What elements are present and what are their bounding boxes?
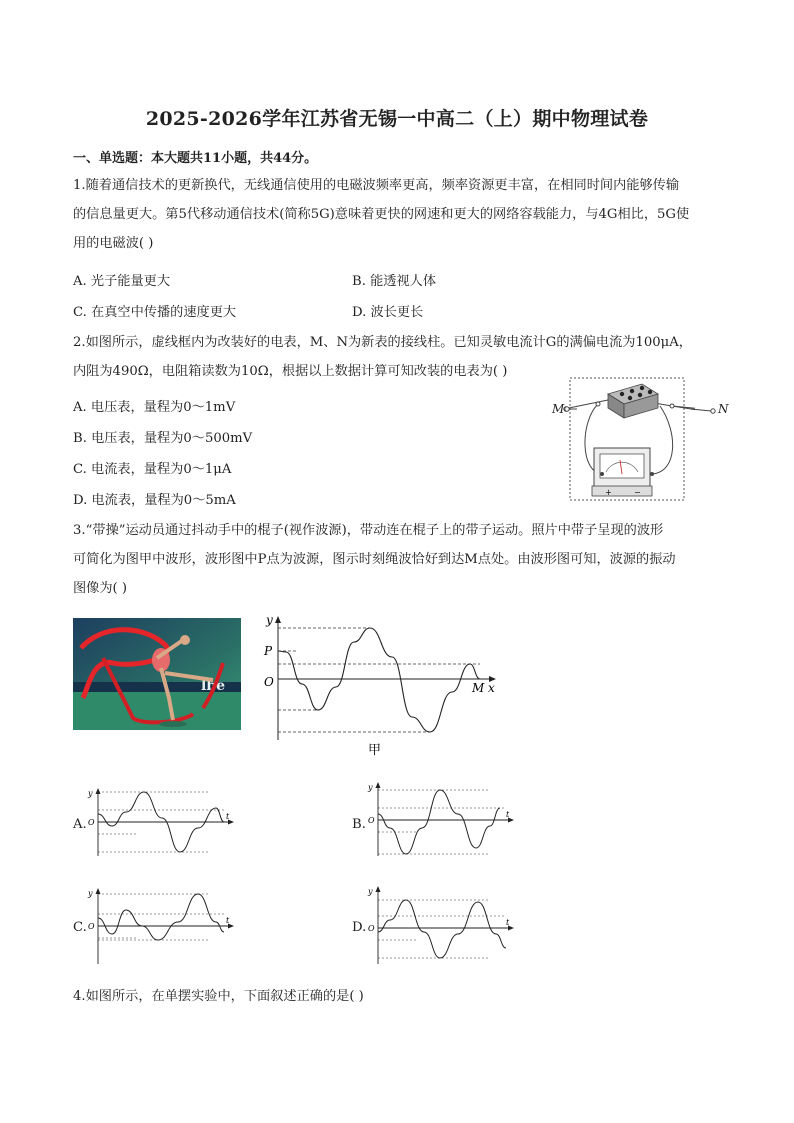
q2-option-c: C. 电流表，量程为0～1μA <box>73 462 232 477</box>
graph-y-label: y <box>88 889 93 898</box>
section-heading: 一、单选题：本大题共11小题，共44分。 <box>73 151 318 166</box>
q2-line1: 2.如图所示，虚线框内为改装好的电表，M、N为新表的接线柱。已知灵敏电流计G的满偏电流为100μA， <box>73 335 692 350</box>
graph-y-label: y <box>368 783 373 792</box>
point-p-label: P <box>264 644 273 658</box>
terminal-wires <box>563 403 723 417</box>
terminal-n-label: N <box>718 402 729 416</box>
q3-line2: 可简化为图甲中波形，波形图中P点为波源，图示时刻绳波恰好到达M点处。由波形图可知，波源的振动 <box>73 552 676 567</box>
option-b-curve <box>378 790 500 854</box>
q4-line1: 4.如图所示，在单摆实验中，下面叙述正确的是( ) <box>73 989 364 1004</box>
y-axis-label: y <box>266 613 273 627</box>
wave-curve <box>278 628 480 732</box>
graph-t-label: t <box>506 918 510 927</box>
q1-option-a: A. 光子能量更大 <box>73 274 171 289</box>
x-axis-label: x <box>488 681 495 695</box>
option-a-graph <box>86 786 236 858</box>
graph-origin-label: O <box>88 922 95 931</box>
q3-option-c-label: C. <box>73 920 87 935</box>
option-c-curve <box>98 894 224 940</box>
q3-line3: 图像为( ) <box>73 581 128 596</box>
page-title: 2025-2026学年江苏省无锡一中高二（上）期中物理试卷 <box>145 108 649 130</box>
graph-t-label: t <box>226 916 230 925</box>
option-b-graph <box>366 780 516 858</box>
q3-line1: 3.“带操”运动员通过抖动手中的棍子(视作波源)，带动连在棍子上的带子运动。照片中带子呈现的波形 <box>73 523 664 538</box>
question-4 <box>73 982 723 1011</box>
graph-y-label: y <box>88 789 93 798</box>
terminal-m-label: M <box>552 402 565 416</box>
q2-option-b: B. 电压表，量程为0～500mV <box>73 431 253 446</box>
option-d-graph <box>366 884 516 966</box>
circuit-figure <box>550 372 695 504</box>
question-1 <box>73 171 723 258</box>
ribbon-gymnast-photo <box>73 618 241 730</box>
point-m-label: M <box>472 681 485 695</box>
graph-t-label: t <box>506 810 510 819</box>
option-d-curve <box>378 900 506 958</box>
q3-option-a-label: A. <box>73 817 87 832</box>
graph-origin-label: O <box>368 924 375 933</box>
figure-label: 甲 <box>368 743 382 758</box>
meter-minus-label: − <box>634 488 641 497</box>
photo-banner-text: lbe <box>201 678 226 694</box>
q2-line2: 内阻为490Ω，电阻箱读数为10Ω，根据以上数据计算可知改装的电表为( ) <box>73 364 508 379</box>
graph-y-label: y <box>368 887 373 896</box>
q1-line2: 的信息量更大。第5代移动通信技术(简称5G)意味着更快的网速和更大的网络容载能力，与4G相比，5G使 <box>73 207 690 222</box>
q1-option-d: D. 波长更长 <box>352 305 424 320</box>
question-3 <box>73 516 723 603</box>
option-c-graph <box>86 886 236 966</box>
q1-line1: 1.随着通信技术的更新换代，无线通信使用的电磁波频率更高，频率资源更丰富，在相同时间内能够传输 <box>73 178 680 193</box>
q2-option-d: D. 电流表，量程为0～5mA <box>73 493 236 508</box>
q1-option-c: C. 在真空中传播的速度更大 <box>73 305 237 320</box>
wave-figure-jia <box>256 612 506 762</box>
q3-option-b-label: B. <box>352 817 366 832</box>
origin-label: O <box>264 675 274 689</box>
meter-plus-label: + <box>605 488 612 497</box>
q2-option-a: A. 电压表，量程为0～1mV <box>73 400 236 415</box>
graph-t-label: t <box>226 812 230 821</box>
q1-line3: 用的电磁波( ) <box>73 236 154 251</box>
graph-origin-label: O <box>88 818 95 827</box>
q1-option-b: B. 能透视人体 <box>352 274 437 289</box>
graph-origin-label: O <box>368 816 375 825</box>
q3-option-d-label: D. <box>352 920 367 935</box>
